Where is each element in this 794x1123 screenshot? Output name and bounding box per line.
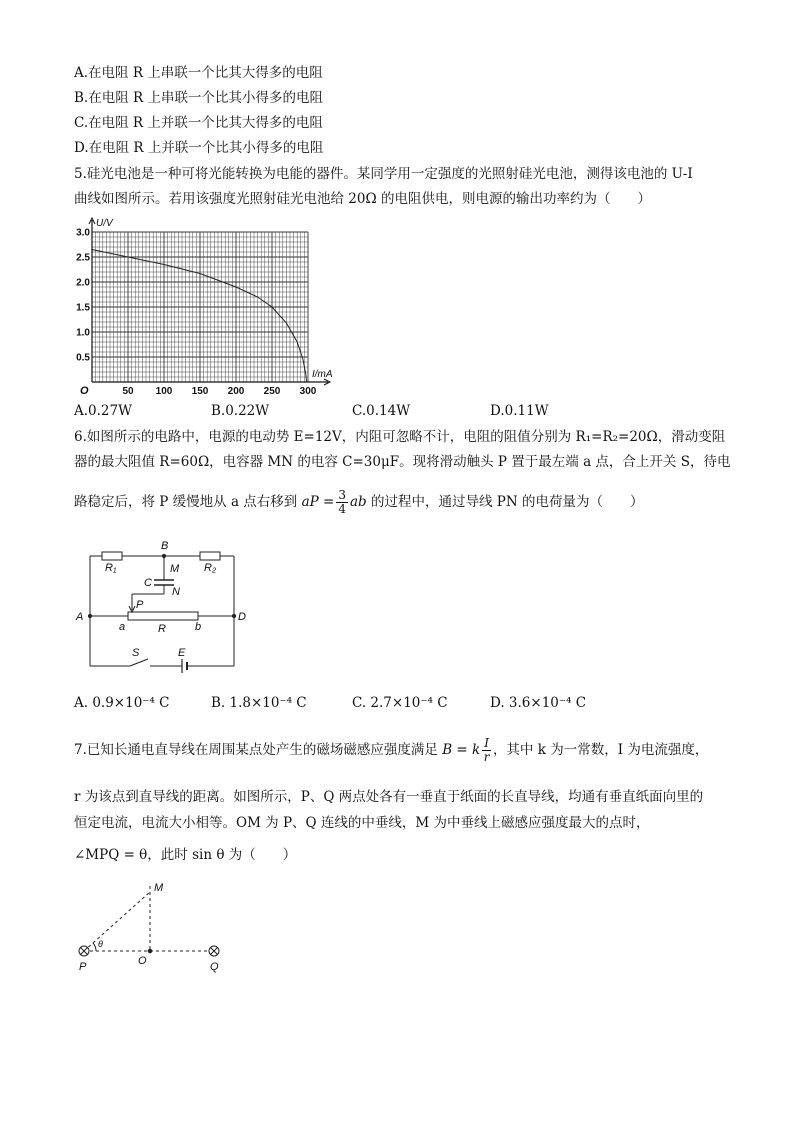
q4-option-d: D.在电阻 R 上并联一个比其小得多的电阻 bbox=[74, 140, 324, 156]
q5-option-a: A.0.27W bbox=[74, 403, 132, 419]
q4-option-c: C.在电阻 R 上并联一个比其大得多的电阻 bbox=[74, 115, 323, 131]
q6-frac-num: 3 bbox=[338, 488, 346, 502]
label-q: Q bbox=[210, 961, 219, 973]
label-d-node: D bbox=[238, 611, 246, 623]
switch-s[interactable] bbox=[130, 659, 148, 666]
q6-formula-right: ab bbox=[349, 494, 367, 510]
q6-fraction bbox=[336, 489, 348, 516]
label-r: R bbox=[158, 623, 166, 635]
chart-grid bbox=[92, 232, 308, 382]
q6-option-b: B. 1.8×10⁻⁴ C bbox=[211, 695, 307, 711]
label-o: O bbox=[138, 955, 147, 967]
label-b: B bbox=[161, 540, 169, 552]
q6-stem-line-2: 器的最大阻值 R=60Ω，电容器 MN 的电容 C=30μF。现将滑动触头 P 置于最左端 a 点，合上开关 S，待电 bbox=[74, 454, 731, 470]
line-pm bbox=[84, 892, 150, 951]
node-a-big bbox=[88, 614, 91, 617]
q4-option-a: A.在电阻 R 上串联一个比其大得多的电阻 bbox=[74, 65, 323, 81]
q5-option-d: D.0.11W bbox=[490, 403, 549, 419]
y-tick-label: 1.5 bbox=[76, 302, 90, 314]
label-n: N bbox=[172, 586, 180, 598]
label-theta: θ bbox=[98, 939, 103, 949]
wires-diagram bbox=[74, 878, 234, 978]
q7-line1-pre: 7.已知长通电直导线在周围某点处产生的磁场磁感应强度满足 bbox=[74, 742, 438, 758]
label-b-end: b bbox=[195, 621, 202, 633]
q6-frac-den: 4 bbox=[338, 502, 346, 516]
label-p: P bbox=[136, 599, 144, 611]
y-tick-label: 0.5 bbox=[76, 352, 90, 364]
x-tick-label: 150 bbox=[191, 386, 209, 394]
rheostat-r[interactable] bbox=[128, 612, 198, 620]
label-a-node: A bbox=[76, 611, 84, 623]
x-tick-label: 50 bbox=[122, 386, 134, 394]
label-r2: R₂ bbox=[204, 562, 217, 574]
x-tick-label: 100 bbox=[155, 386, 173, 394]
label-c: C bbox=[144, 577, 152, 589]
q7-stem-line-4: ∠MPQ = θ，此时 sin θ 为（ ） bbox=[74, 847, 297, 863]
wire-p-icon bbox=[79, 946, 89, 956]
q6-option-d: D. 3.6×10⁻⁴ C bbox=[490, 695, 587, 711]
chart-origin-label: O bbox=[80, 385, 89, 394]
circuit-diagram bbox=[74, 538, 254, 674]
label-e: E bbox=[178, 647, 186, 659]
wire-q-icon bbox=[209, 946, 219, 956]
x-tick-label: 200 bbox=[227, 386, 245, 394]
angle-theta-arc bbox=[93, 943, 96, 951]
q7-stem-line-2: r 为该点到直导线的距离。如图所示，P、Q 两点处各有一垂直于纸面的长直导线，均通有垂直纸面向里的 bbox=[74, 789, 704, 805]
label-m: M bbox=[170, 563, 180, 575]
q6-formula-left: aP = bbox=[301, 494, 335, 510]
chart-axes bbox=[89, 218, 330, 385]
q6-stem-line-1: 6.如图所示的电路中，电源的电动势 E=12V，内阻可忽略不计，电阻的阻值分别为 R₁=R₂=20Ω，滑动变阻 bbox=[74, 429, 726, 445]
q7-fraction bbox=[482, 737, 491, 764]
resistor-r1 bbox=[102, 552, 122, 560]
resistor-r2 bbox=[200, 552, 220, 560]
q4-option-b: B.在电阻 R 上串联一个比其小得多的电阻 bbox=[74, 90, 323, 106]
y-tick-label: 1.0 bbox=[76, 327, 90, 339]
ui-curve-chart bbox=[74, 214, 354, 394]
x-tick-label: 250 bbox=[263, 386, 281, 394]
q6-stem-line-3 bbox=[74, 487, 643, 517]
q7-frac-den: r bbox=[483, 750, 490, 764]
point-o bbox=[148, 949, 152, 953]
q6-line3-post: 的过程中，通过导线 PN 的电荷量为（ ） bbox=[370, 494, 644, 510]
label-m: M bbox=[154, 882, 164, 894]
q6-option-c: C. 2.7×10⁻⁴ C bbox=[352, 695, 448, 711]
q5-option-b: B.0.22W bbox=[211, 403, 270, 419]
y-tick-label: 2.0 bbox=[76, 277, 90, 289]
x-tick-label: 300 bbox=[299, 386, 317, 394]
chart-y-axis-label: U/V bbox=[96, 218, 113, 229]
q5-option-c: C.0.14W bbox=[352, 403, 411, 419]
label-r1: R₁ bbox=[105, 562, 117, 574]
q5-stem-line-1: 5.硅光电池是一种可将光能转换为电能的器件。某同学用一定强度的光照射硅光电池，测得该电池的 U-I bbox=[74, 166, 693, 182]
label-a: a bbox=[119, 621, 126, 633]
node-d bbox=[232, 614, 235, 617]
q7-frac-num: I bbox=[484, 736, 489, 750]
label-p: P bbox=[79, 961, 87, 973]
label-s: S bbox=[132, 647, 140, 659]
y-tick-label: 3.0 bbox=[76, 227, 90, 239]
y-tick-label: 2.5 bbox=[76, 252, 90, 264]
q6-option-a: A. 0.9×10⁻⁴ C bbox=[74, 695, 170, 711]
chart-x-axis-label: I/mA bbox=[312, 369, 333, 380]
q7-stem-line-1 bbox=[74, 735, 708, 765]
q7-formula-left: B = k bbox=[442, 742, 481, 758]
q7-stem-line-3: 恒定电流，电流大小相等。OM 为 P、Q 连线的中垂线，M 为中垂线上磁感应强度最大的点时， bbox=[74, 815, 650, 831]
q5-stem-line-2: 曲线如图所示。若用该强度光照射硅光电池给 20Ω 的电阻供电，则电源的输出功率约为（ ） bbox=[74, 191, 651, 207]
q7-line1-post: ，其中 k 为一常数，I 为电流强度， bbox=[492, 742, 709, 758]
q6-line3-pre: 路稳定后，将 P 缓慢地从 a 点右移到 bbox=[74, 494, 298, 510]
